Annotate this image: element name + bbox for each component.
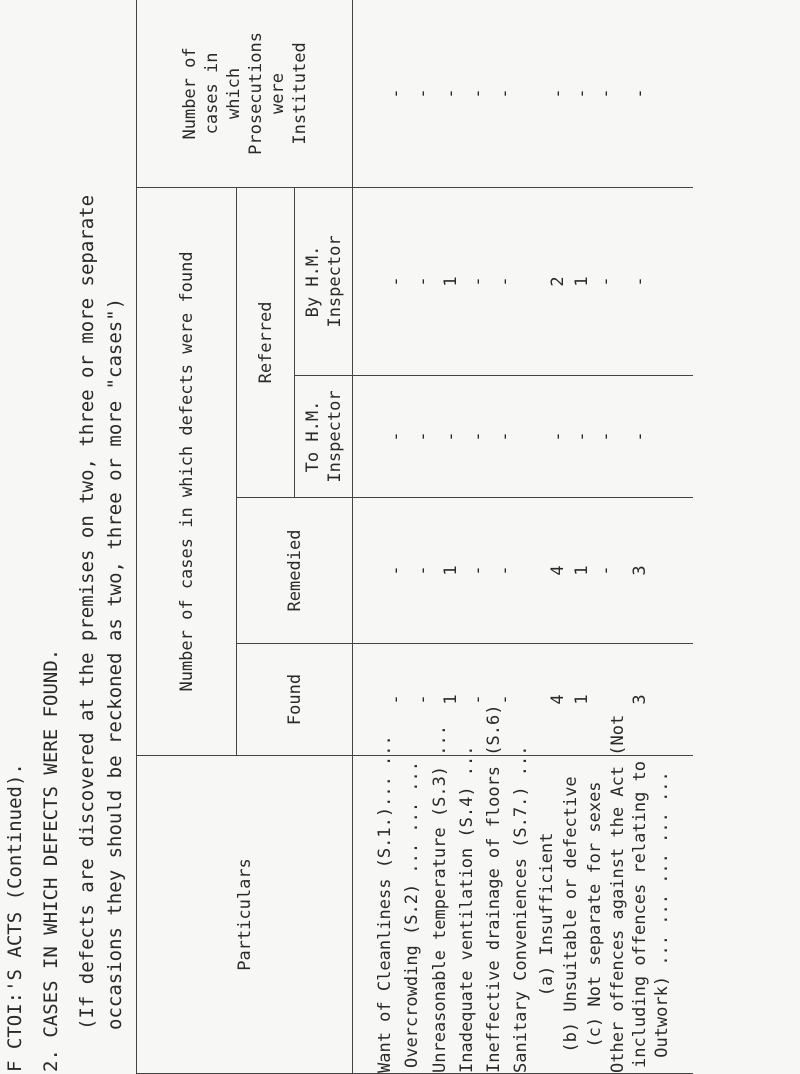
to-inspector-value: - [386, 431, 407, 442]
prosecutions-column [353, 0, 693, 187]
defects-table [136, 0, 693, 1074]
to-inspector-value: - [572, 431, 593, 442]
found-value: 4 [548, 694, 569, 705]
prosecutions-value: - [572, 88, 593, 99]
particular-item: Overcrowding (S.2) ... ... ... [402, 760, 423, 1069]
prosecutions-value: - [630, 88, 651, 99]
found-header: Found [237, 644, 353, 756]
particular-item: Sanitary Conveniences (S.7.) ... [511, 745, 532, 1073]
by-inspector-value: - [413, 276, 434, 287]
to-inspector-value: - [413, 431, 434, 442]
by-inspector-header: By H.M. Inspector [295, 187, 353, 375]
by-inspector-value: 1 [440, 276, 461, 287]
by-inspector-value: 1 [572, 276, 593, 287]
particular-subitem: (b) Unsuitable or defective [561, 776, 582, 1053]
found-column [353, 644, 693, 756]
by-inspector-value: - [386, 276, 407, 287]
remedied-value [519, 498, 546, 643]
found-value: - [494, 694, 515, 705]
running-title: F CTOI:'S ACTS (Continued). [4, 763, 26, 1072]
remedied-value: 1 [440, 565, 461, 576]
particular-item: Other offences against the Act (Not [608, 714, 629, 1073]
by-inspector-value: - [467, 276, 488, 287]
to-inspector-value: - [494, 431, 515, 442]
remedied-value: 3 [630, 565, 651, 576]
to-inspector-value: - [596, 431, 617, 442]
particular-item: Want of Cleanliness (S.1.)... ... [375, 735, 396, 1073]
by-inspector-value: 2 [548, 276, 569, 287]
section-note-line-1: (If defects are discovered at the premises on two, three or more separate [76, 194, 98, 1030]
section-note-line-2: occasions they should be reckoned as two, three or more "cases") [104, 297, 126, 1030]
remedied-column [353, 498, 693, 644]
particular-subitem: (c) Not separate for sexes [585, 781, 606, 1048]
prosecutions-value: - [596, 88, 617, 99]
prosecutions-value: - [440, 88, 461, 99]
particular-item: Inadequate ventilation (S.4) ... [456, 745, 477, 1073]
remedied-value: - [494, 565, 515, 576]
prosecutions-value: - [548, 88, 569, 99]
to-inspector-value: - [440, 431, 461, 442]
section-heading: 2. CASES IN WHICH DEFECTS WERE FOUND. [40, 648, 62, 1072]
to-inspector-value: - [630, 431, 651, 442]
by-inspector-value: - [596, 276, 617, 287]
particular-item: Ineffective drainage of floors (S.6) [483, 704, 504, 1073]
particular-item-continued: including offences relating to [630, 760, 651, 1069]
to-inspector-header: To H.M. Inspector [295, 376, 353, 498]
particular-subitem: (a) Insufficient [537, 832, 558, 997]
referred-header: Referred [237, 187, 295, 497]
to-inspector-value: - [548, 431, 569, 442]
remedied-header: Remedied [237, 498, 353, 644]
by-inspector-value: - [494, 276, 515, 287]
found-value: 1 [440, 694, 461, 705]
to-inspector-value [519, 376, 546, 497]
prosecutions-header: Number of cases in which Prosecutions were Instituted [137, 0, 353, 187]
found-value: 3 [630, 694, 651, 705]
particular-item-continued: Outwork) ... ... ... ... ... [652, 771, 673, 1058]
particulars-column [353, 704, 693, 1074]
found-value: 1 [572, 694, 593, 705]
found-value: - [386, 694, 407, 705]
remedied-value: 4 [548, 565, 569, 576]
found-value: - [467, 694, 488, 705]
to-inspector-column [353, 376, 693, 498]
particulars-header: Particulars [137, 756, 353, 1074]
prosecutions-value: - [494, 88, 515, 99]
found-value: - [413, 694, 434, 705]
to-inspector-value: - [467, 431, 488, 442]
remedied-value: - [467, 565, 488, 576]
remedied-value: - [596, 565, 617, 576]
by-inspector-value: - [630, 276, 651, 287]
by-inspector-column [353, 187, 693, 375]
by-inspector-value [519, 188, 546, 375]
remedied-value: - [386, 565, 407, 576]
defects-group-header: Number of cases in which defects were found [137, 187, 237, 755]
prosecutions-value: - [413, 88, 434, 99]
remedied-value: - [413, 565, 434, 576]
prosecutions-value: - [386, 88, 407, 99]
remedied-value: 1 [572, 565, 593, 576]
prosecutions-value: - [467, 88, 488, 99]
prosecutions-value [519, 0, 546, 187]
particular-item: Unreasonable temperature (S.3) ... [429, 725, 450, 1073]
found-value [519, 644, 546, 755]
